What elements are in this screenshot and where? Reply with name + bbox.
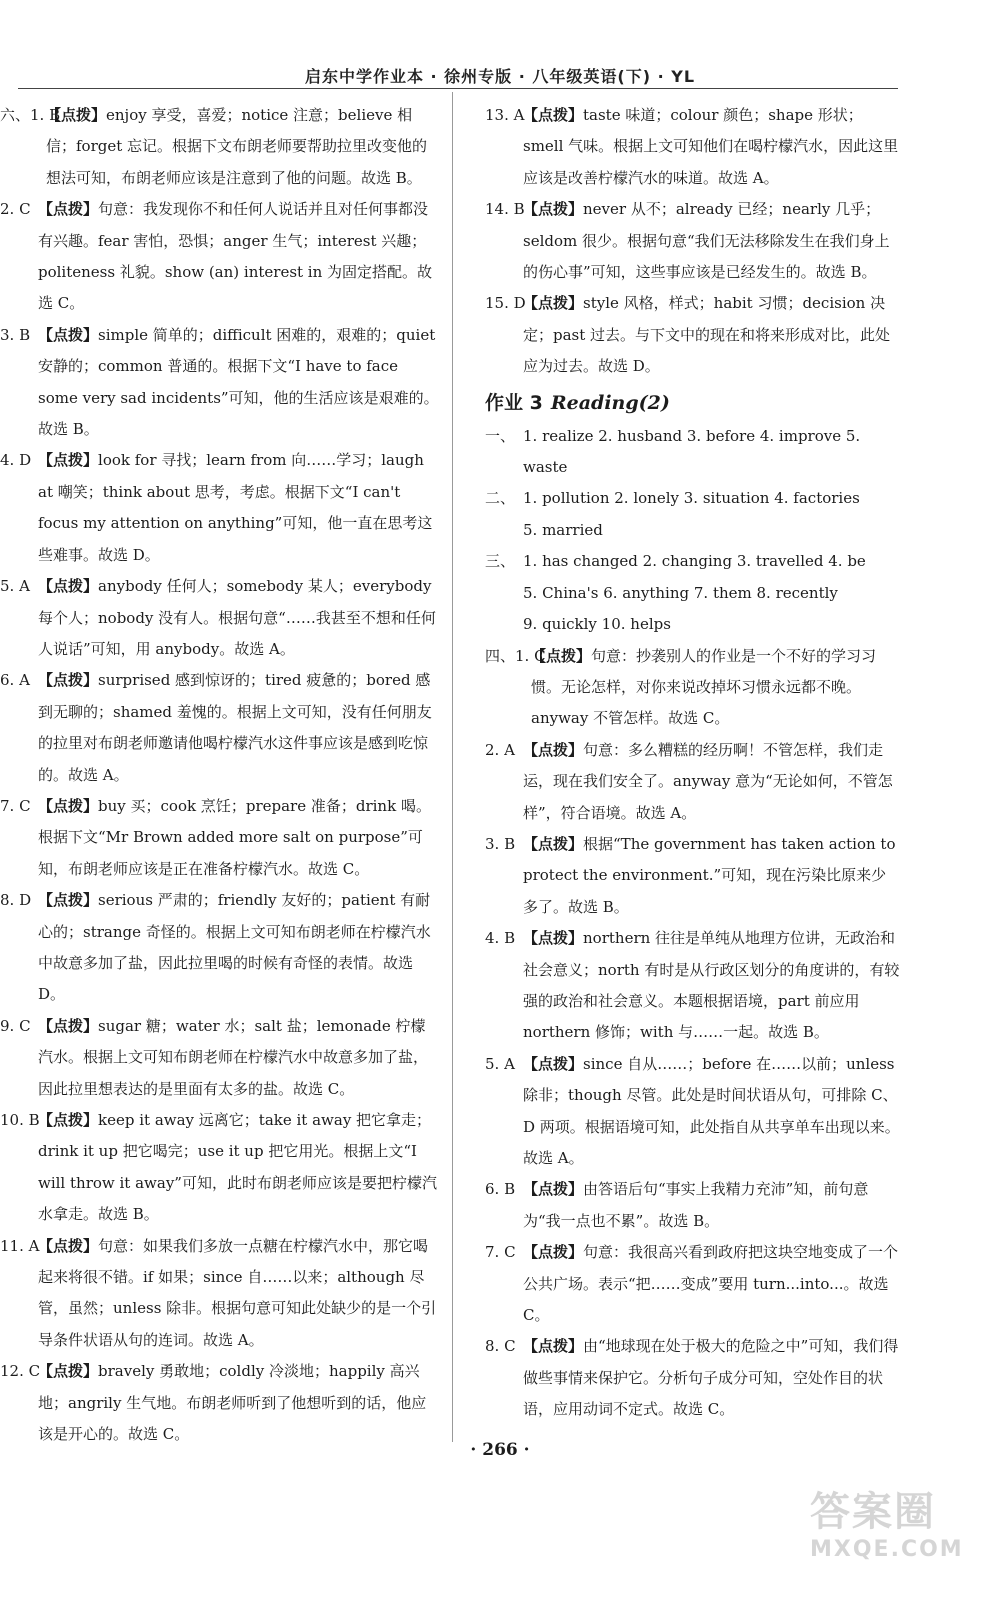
- hint-tag: 【点拨】: [523, 1337, 584, 1356]
- answer-number: 4. B: [485, 929, 516, 948]
- hint-tag: 【点拨】: [523, 106, 584, 124]
- answer-explanation: serious 严肃的；friendly 友好的；patient 有耐心的；strange 奇怪的。根据上文可知布朗老师在柠檬汽水中故意多加了盐，因此拉里喝的时候有奇怪的表情。故选 D。: [38, 891, 431, 1004]
- hint-tag: 【点拨】: [38, 1016, 99, 1035]
- answer-item: [0, 100, 440, 194]
- answer-item: [485, 641, 900, 735]
- answer-number: 10. B: [0, 1111, 40, 1129]
- answer-number: 8. D: [0, 891, 32, 910]
- hint-tag: 【点拨】: [38, 1236, 99, 1255]
- answer-number: 14. B: [485, 200, 525, 219]
- answer-explanation: 根据“The government has taken action to protect the environment.”可知，现在污染比原来少多了。故选 B。: [523, 834, 896, 916]
- watermark-url: MXQE.COM: [810, 1537, 964, 1562]
- hint-tag: 【点拨】: [523, 834, 584, 853]
- answer-item: [0, 445, 440, 571]
- answer-explanation: 句意：多么糟糕的经历啊！不管怎样，我们走运，现在我们安全了。anyway 意为“无论如何，不管怎样”，符合语境。故选 A。: [523, 740, 893, 822]
- answer-item: [0, 665, 440, 791]
- watermark-text: 答案圈: [810, 1489, 936, 1535]
- answer-number: 7. C: [485, 1243, 516, 1262]
- answer-number: 2. C: [0, 200, 31, 219]
- answer-number: 15. D: [485, 294, 526, 313]
- answer-number: 6. B: [485, 1180, 516, 1199]
- answer-item: [485, 1174, 900, 1237]
- hint-tag: 【点拨】: [38, 325, 99, 344]
- part-two: [485, 483, 900, 546]
- answer-explanation: look for 寻找；learn from 向……学习；laugh at 嘲笑；think about 思考，考虑。根据下文“I can't focus my attention on anything”可知，他一直在思考这些难事。故选 D。: [38, 451, 433, 564]
- answer-explanation: bravely 勇敢地；coldly 冷淡地；happily 高兴地；angrily 生气地。布朗老师听到了他想听到的话，他应该是开心的。故选 C。: [38, 1362, 427, 1444]
- answer-item: [0, 320, 440, 446]
- column-divider: [452, 92, 453, 1442]
- hint-tag: 【点拨】: [38, 577, 99, 596]
- hint-tag: 【点拨】: [523, 1054, 584, 1073]
- hint-tag: 【点拨】: [38, 671, 99, 690]
- part-two-num: 二、: [485, 489, 516, 508]
- answer-number: 9. C: [0, 1016, 31, 1035]
- hint-tag: 【点拨】: [38, 891, 99, 910]
- answer-explanation: never 从不；already 已经；nearly 几乎；seldom 很少。根据句意“我们无法移除发生在我们身上的伤心事”可知，这些事应该是已经发生的。故选 B。: [523, 200, 890, 282]
- section-title: [485, 385, 900, 421]
- answer-explanation: buy 买；cook 烹饪；prepare 准备；drink 喝。根据下文“Mr Brown added more salt on purpose”可知，布朗老师应该是正在准备柠檬汽水。故选 C。: [38, 796, 431, 878]
- left-column: [0, 100, 440, 1450]
- hint-tag: 【点拨】: [523, 294, 584, 313]
- part-one-num: 一、: [485, 426, 516, 445]
- answer-explanation: style 风格，样式；habit 习惯；decision 决定；past 过去。与下文中的现在和将来形成对比，此处应为过去。故选 D。: [523, 294, 891, 376]
- answer-number: 8. C: [485, 1337, 516, 1356]
- answer-item: [485, 923, 900, 1049]
- answer-explanation: 由答语后句“事实上我精力充沛”知，前句意为“我一点也不累”。故选 B。: [523, 1180, 869, 1230]
- answer-explanation: 句意：我很高兴看到政府把这块空地变成了一个公共广场。表示“把……变成”要用 turn...into...。故选 C。: [523, 1243, 899, 1325]
- hint-tag: 【点拨】: [38, 451, 99, 470]
- answer-number: 7. C: [0, 796, 31, 815]
- part-three: [485, 546, 900, 640]
- part-two-line: 1. pollution 2. lonely 3. situation 4. factories: [523, 489, 860, 508]
- answer-number: 六、1. B: [0, 106, 61, 124]
- answer-number: 5. A: [485, 1054, 515, 1073]
- hint-tag: 【点拨】: [523, 740, 584, 759]
- answer-number: 5. A: [0, 577, 30, 596]
- answer-explanation: keep it away 远离它；take it away 把它拿走；drink it up 把它喝完；use it up 把它用光。根据上文“I will throw it away”可知，此时布朗老师应该是要把柠檬汽水拿走。故选 B。: [38, 1111, 437, 1224]
- answer-item: [485, 1049, 900, 1175]
- hint-tag: 【点拨】: [523, 1180, 584, 1199]
- hint-tag: 【点拨】: [38, 796, 99, 815]
- answer-explanation: 由“地球现在处于极大的危险之中”可知，我们得做些事情来保护它。分析句子成分可知，空处作目的状语，应用动词不定式。故选 C。: [523, 1337, 899, 1419]
- answer-item: [0, 1231, 440, 1357]
- answer-item: [485, 1331, 900, 1425]
- header-rule: [18, 88, 898, 89]
- answer-explanation: anybody 任何人；somebody 某人；everybody 每个人；nobody 没有人。根据句意“……我甚至不想和任何人说话”可知，用 anybody。故选 A。: [38, 577, 436, 658]
- hint-tag: 【点拨】: [531, 646, 592, 665]
- watermark-logo: [810, 1480, 990, 1590]
- hint-tag: 【点拨】: [38, 1111, 99, 1129]
- hint-tag: 【点拨】: [523, 929, 584, 948]
- hint-tag: 【点拨】: [46, 106, 107, 124]
- answer-number: 13. A: [485, 106, 525, 124]
- answer-number: 四、1. C: [485, 646, 546, 665]
- answer-explanation: taste 味道；colour 颜色；shape 形状；smell 气味。根据上文可知他们在喝柠檬汽水，因此这里应该是改善柠檬汽水的味道。故选 A。: [523, 106, 899, 187]
- hint-tag: 【点拨】: [523, 200, 584, 219]
- answer-explanation: 句意：抄袭别人的作业是一个不好的学习习惯。无论怎样，对你来说改掉坏习惯永远都不晚。anyway 不管怎样。故选 C。: [531, 646, 877, 728]
- right-column: [485, 100, 900, 1426]
- answer-item: [0, 791, 440, 885]
- answer-item: [485, 829, 900, 923]
- answer-explanation: enjoy 享受，喜爱；notice 注意；believe 相信；forget 忘记。根据下文布朗老师要帮助拉里改变他的想法可知，布朗老师应该是注意到了他的问题。故选 B。: [46, 106, 428, 187]
- answer-number: 12. C: [0, 1362, 41, 1381]
- answer-item: [0, 1356, 440, 1450]
- running-header: 启东中学作业本 · 徐州专版 · 八年级英语(下) · YL: [304, 67, 696, 86]
- answer-explanation: northern 往往是单纯从地理方位讲，无政治和社会意义；north 有时是从行政区划分的角度讲的，有较强的政治和社会意义。本题根据语境，part 前应用 northern 修饰；with 与……一起。故选 B。: [523, 929, 900, 1042]
- answer-item: [0, 1011, 440, 1105]
- part-three-line: 9. quickly 10. helps: [523, 615, 671, 634]
- answer-number: 11. A: [0, 1236, 40, 1255]
- answer-item: [485, 100, 900, 194]
- part-three-line: 1. has changed 2. changing 3. travelled 4. be: [523, 552, 866, 571]
- answer-number: 4. D: [0, 451, 32, 470]
- page-number: · 266 ·: [470, 1440, 530, 1460]
- part-three-num: 三、: [485, 552, 516, 571]
- answer-explanation: sugar 糖；water 水；salt 盐；lemonade 柠檬汽水。根据上文可知布朗老师在柠檬汽水中故意多加了盐，因此拉里想表达的是里面有太多的盐。故选 C。: [38, 1016, 429, 1098]
- part-one-answers: 1. realize 2. husband 3. before 4. improve 5. waste: [523, 426, 861, 477]
- hint-tag: 【点拨】: [523, 1243, 584, 1262]
- answer-item: [0, 885, 440, 1011]
- answer-explanation: since 自从……；before 在……以前；unless 除非；though 尽管。此处是时间状语从句，可排除 C、D 两项。根据语境可知，此处指自从共享单车出现以来。故选 A。: [523, 1054, 900, 1167]
- part-one: [485, 421, 900, 484]
- hint-tag: 【点拨】: [38, 1362, 99, 1381]
- answer-explanation: surprised 感到惊讶的；tired 疲惫的；bored 感到无聊的；shamed 羞愧的。根据上文可知，没有任何朋友的拉里对布朗老师邀请他喝柠檬汽水这件事应该是感到吃惊的。故选 A。: [38, 671, 432, 784]
- answer-item: [485, 288, 900, 382]
- hint-tag: 【点拨】: [38, 200, 99, 219]
- section-title-zh: 作业 3: [485, 391, 543, 414]
- answer-number: 6. A: [0, 671, 30, 690]
- answer-item: [0, 194, 440, 320]
- part-two-line: 5. married: [523, 520, 603, 539]
- answer-number: 3. B: [0, 325, 31, 344]
- part-three-line: 5. China's 6. anything 7. them 8. recently: [523, 583, 838, 602]
- answer-item: [485, 194, 900, 288]
- answer-item: [0, 571, 440, 665]
- answer-explanation: 句意：如果我们多放一点糖在柠檬汽水中，那它喝起来将很不错。if 如果；since 自……以来；although 尽管，虽然；unless 除非。根据句意可知此处缺少的是一个引导条件状语从句的连词。故选 A。: [38, 1236, 437, 1349]
- answer-number: 2. A: [485, 740, 515, 759]
- answer-item: [485, 735, 900, 829]
- answer-explanation: 句意：我发现你不和任何人说话并且对任何事都没有兴趣。fear 害怕，恐惧；anger 生气；interest 兴趣；politeness 礼貌。show (an) interest in 为固定搭配。故选 C。: [38, 200, 433, 313]
- answer-number: 3. B: [485, 834, 516, 853]
- answer-explanation: simple 简单的；difficult 困难的，艰难的；quiet 安静的；common 普通的。根据下文“I have to face some very sad incidents”可知，他的生活应该是艰难的。故选 B。: [38, 325, 439, 439]
- section-title-en: Reading(2): [550, 391, 670, 414]
- answer-item: [485, 1237, 900, 1331]
- answer-item: [0, 1105, 440, 1231]
